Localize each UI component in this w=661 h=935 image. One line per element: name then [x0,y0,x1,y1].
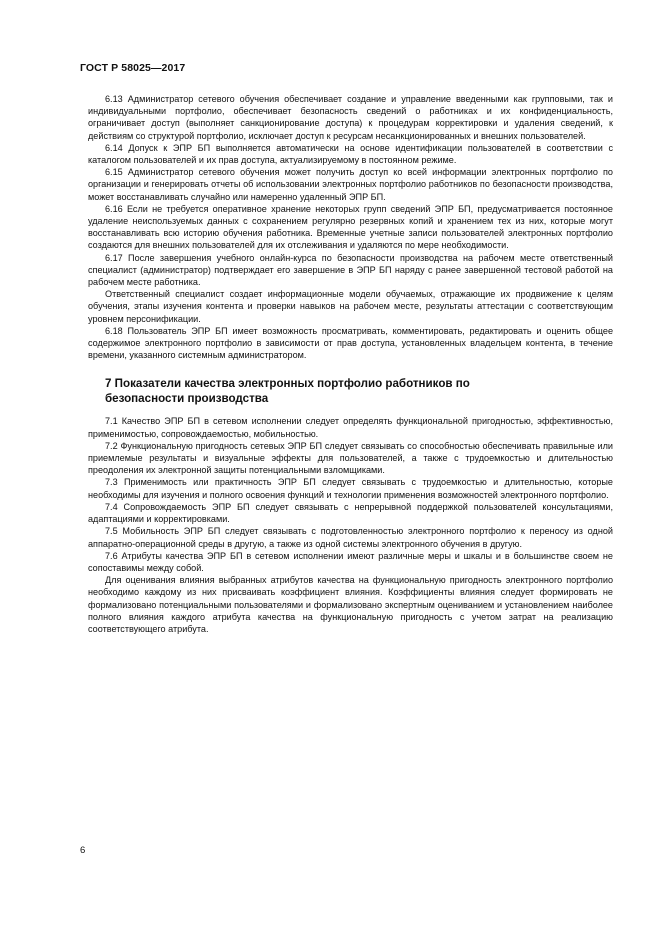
paragraph-7-6: 7.6 Атрибуты качества ЭПР БП в сетевом исполнении имеют различные меры и шкалы и в большинстве своем не сопоставимы между собой. [88,550,613,573]
paragraph-7-4: 7.4 Сопровождаемость ЭПР БП следует связывать с непрерывной поддержкой пользователей консультациями, адаптациями и корректировками. [88,501,613,525]
paragraph-6-17: 6.17 После завершения учебного онлайн-курса по безопасности производства на рабочем месте ответственный специалист (администратор) подтверждает его завершение в ЭПР БП наряду с ранее завершенной тестовой работой на рабочем месте работника. [88,252,613,288]
paragraph-7-1: 7.1 Качество ЭПР БП в сетевом исполнении следует определять функциональной пригодностью, эффективностью, применимостью, сопровождаемостью, мобильностью. [88,416,613,439]
paragraph-6-16: 6.16 Если не требуется оперативное хранение некоторых групп сведений ЭПР БП, предусматривается постоянное удаление неиспользуемых данных с сохранением регулярно резервных копий и хранением тех из них, которые могут восстанавливать всю историю обучения работника. Временные учетные записи пользователей электронных портфолио создаются для внешних пользователей для их отслеживания и удаляются по мере необходимости. [88,203,613,251]
paragraph-7-3: 7.3 Применимость или практичность ЭПР БП следует связывать с трудоемкостью и длительностью, которые необходимы для изучения и полного освоения функций и технологии применения возможностей электронного портфолио. [88,477,613,500]
paragraph-6-13: 6.13 Администратор сетевого обучения обеспечивает создание и управление введенными как групповыми, так и индивидуальными портфолио, обеспечивает безопасность сведений о работниках и их конфиденциальность, ограничивает доступ (выполняет санкционирование доступа) к процедурам корректировки и удаления сведений, к действиям со структурой портфолио, исключает доступ к ресурсам несанкционированных и внешних пользователей. [88,94,613,141]
document-body [88,93,613,635]
paragraph-6-14: 6.14 Допуск к ЭПР БП выполняется автоматически на основе идентификации пользователей в соответствии с каталогом пользователей и их прав доступа, актуализируемому в постоянном режиме. [88,142,613,166]
page-number: 6 [80,845,86,856]
paragraph-7-5: 7.5 Мобильность ЭПР БП следует связывать с подготовленностью электронного портфолио к переносу из одной аппаратно-операционной среды в другую, а также из одной системы электронного обучения в другую. [88,526,613,549]
paragraph-6-17-continuation: Ответственный специалист создает информационные модели обучаемых, отражающие их продвижение к целям обучения, этапы изучения контента и проверки навыков на рабочем месте, результаты аттестации с соответствующим уровнем персонификации. [88,289,613,324]
paragraph-7-2: 7.2 Функциональную пригодность сетевых ЭПР БП следует связывать со способностью обеспечивать правильные или приемлемые результаты и визуальные эффекты для пользователей, а также с трудоемкостью и длительностью преодоления их электронной защиты потенциальными взломщиками. [88,440,613,476]
paragraph-6-18: 6.18 Пользователь ЭПР БП имеет возможность просматривать, комментировать, редактировать и оценить общее содержимое электронного портфолио в зависимости от прав доступа, установленных владельцем контента, в течение времени, указанного системным администратором. [88,325,613,361]
paragraph-7-6-continuation: Для оценивания влияния выбранных атрибутов качества на функциональную пригодность электронного портфолио необходимо каждому из них присваивать коэффициент влияния. Коэффициенты влияния следует формировать не формализовано потенциальными пользователями и формализовано экспертным оцениванием и установлением наиболее полного влияния каждого атрибута качества на функциональную пригодность с учетом затрат на реализацию соответствующего атрибута. [88,575,613,634]
paragraph-6-15: 6.15 Администратор сетевого обучения может получить доступ ко всей информации электронных портфолио по организации и генерировать отчеты об использовании электронных портфолио работников по безопасности производства, может восстанавливать случайно или намеренно удаленный ЭПР БП. [88,167,613,202]
section-7-heading: 7 Показатели качества электронных портфолио работников по безопасности производства [105,377,470,406]
document-header: ГОСТ Р 58025—2017 [80,62,186,74]
